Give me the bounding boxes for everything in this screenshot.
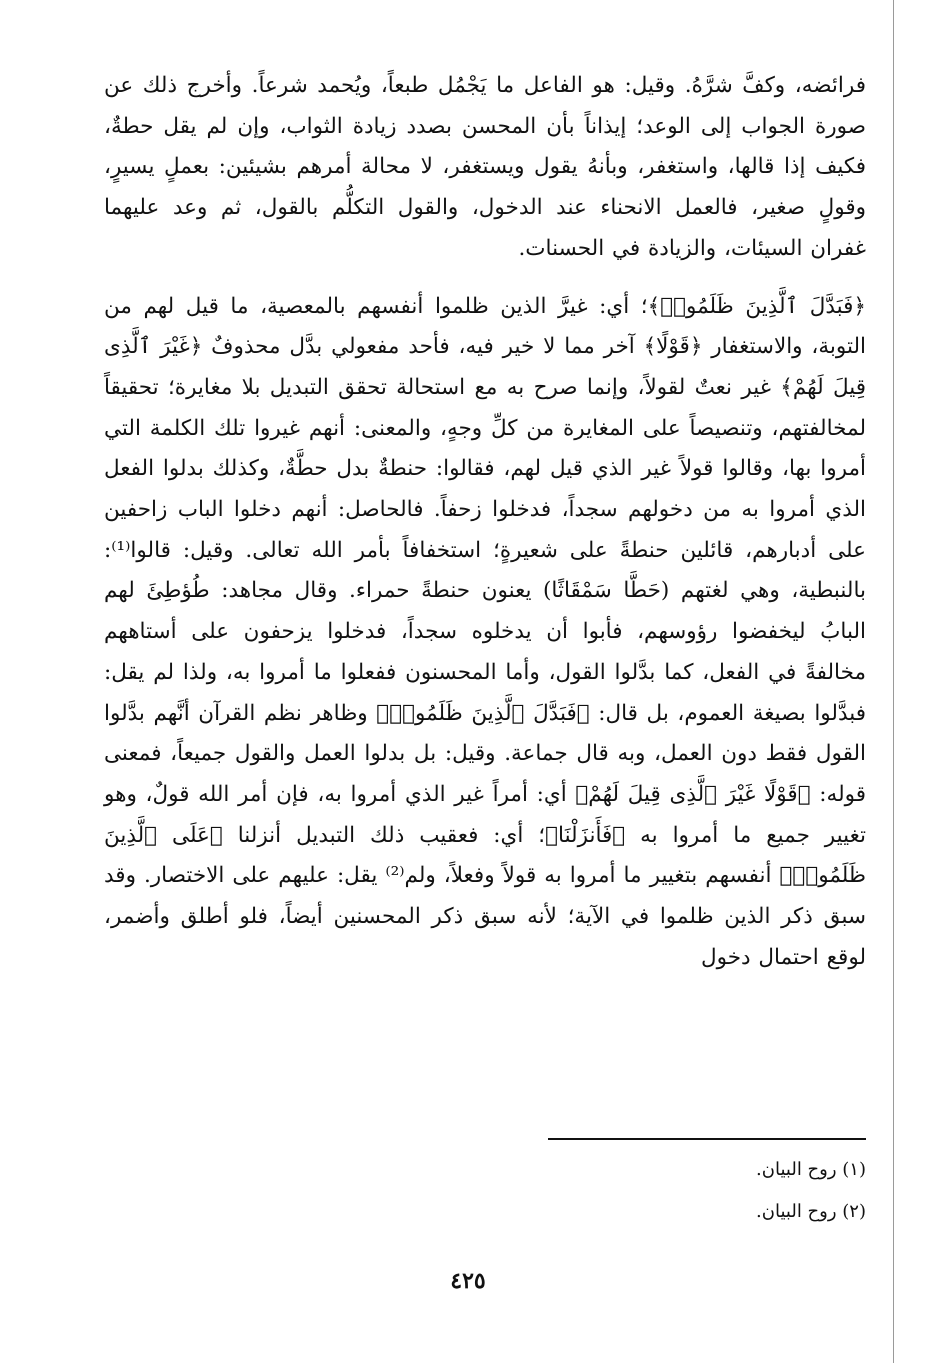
paragraph-1: فرائضه، وكفَّ شرَّهُ. وقيل: هو الفاعل ما يَجْمُل طبعاً، ويُحمد شرعاً. وأخرج ذلك عن صورة الجواب إلى الوعد؛ إيذاناً بأن المحسن بصدد زيادة الثواب، وإن لم يقل حطةٌ، فكيف إذا قالها، واستغفر، وبأنهُ يقول ويستغفر، لا محالة أمرهم بشيئين: بعملٍ يسيرٍ، وقولٍ صغير، فالعمل الانحناء عند الدخول، والقول التكلُّم بالقول، ثم وعد عليهما غفران السيئات، والزيادة في الحسنات. (104, 73, 866, 261)
footnote-2: (٢) روح البيان. (756, 1201, 866, 1222)
page-edge-line (893, 0, 894, 1363)
page-body (104, 66, 866, 978)
page-number: ٤٢٥ (450, 1268, 486, 1294)
footnote-separator (548, 1138, 866, 1140)
footnote-1: (١) روح البيان. (756, 1159, 866, 1180)
paragraph-2: ﴿فَبَدَّلَ ٱلَّذِينَ ظَلَمُوا۟﴾؛ أي: غيرَّ الذين ظلموا أنفسهم بالمعصية، ما قيل لهم من التوبة، والاستغفار ﴿قَوْلًا﴾ آخر مما لا خير فيه، فأحد مفعولي بدَّل محذوفٌ ﴿غَيْرَ ٱلَّذِى قِيلَ لَهُمْ﴾ غير نعتٌ لقولاً، وإنما صرح به مع استحالة تحقق التبديل بلا مغايرة؛ تحقيقاً لمخالفتهم، وتنصيصاً على المغايرة من كلِّ وجهٍ، والمعنى: أنهم غيروا تلك الكلمة التي أمروا بها، وقالوا قولاً غير الذي قيل لهم، فقالوا: حنطةٌ بدل حطَّةٌ، وكذلك بدلوا الفعل الذي أمروا به من دخولهم سجداً، فدخلوا زحفاً. فالحاصل: أنهم دخلوا الباب زاحفين على أدبارهم، قائلين حنطةً على شعيرةٍ؛ استخفافاً بأمر الله تعالى. وقيل: قالوا⁽¹⁾: بالنبطية، وهي لغتهم (حَطَّا سَمْقَاثًا) يعنون حنطةً حمراء. وقال مجاهد: طُؤطِئَ لهم البابُ ليخفضوا رؤوسهم، فأبوا أن يدخلوه سجداً، فدخلوا يزحفون على أستاههم مخالفةً في الفعل، كما بدَّلوا القول، وأما المحسنون ففعلوا ما أمروا به، ولذا لم يقل: فبدَّلوا بصيغة العموم، بل قال: ﴿فَبَدَّلَ ٱلَّذِينَ ظَلَمُوا۟﴾ وظاهر نظم القرآن أنَّهم بدَّلوا القول فقط دون العمل، وبه قال جماعة. وقيل: بل بدلوا العمل والقول جميعاً، فمعنى قوله: ﴿قَوْلًا غَيْرَ ٱلَّذِى قِيلَ لَهُمْ﴾ أي: أمراً غير الذي أمروا به، فإن أمر الله قولٌ، وهو تغيير جميع ما أمروا به ﴿فَأَنزَلْنَا﴾؛ أي: فعقيب ذلك التبديل أنزلنا ﴿عَلَى ٱلَّذِينَ ظَلَمُوا۟﴾ أنفسهم بتغيير ما أمروا به قولاً وفعلاً، ولم⁽²⁾ يقل: عليهم على الاختصار. وقد سبق ذكر الذين ظلموا في الآية؛ لأنه سبق ذكر المحسنين أيضاً، فلو أطلق وأضمر، لوقع احتمال دخول (104, 293, 866, 970)
